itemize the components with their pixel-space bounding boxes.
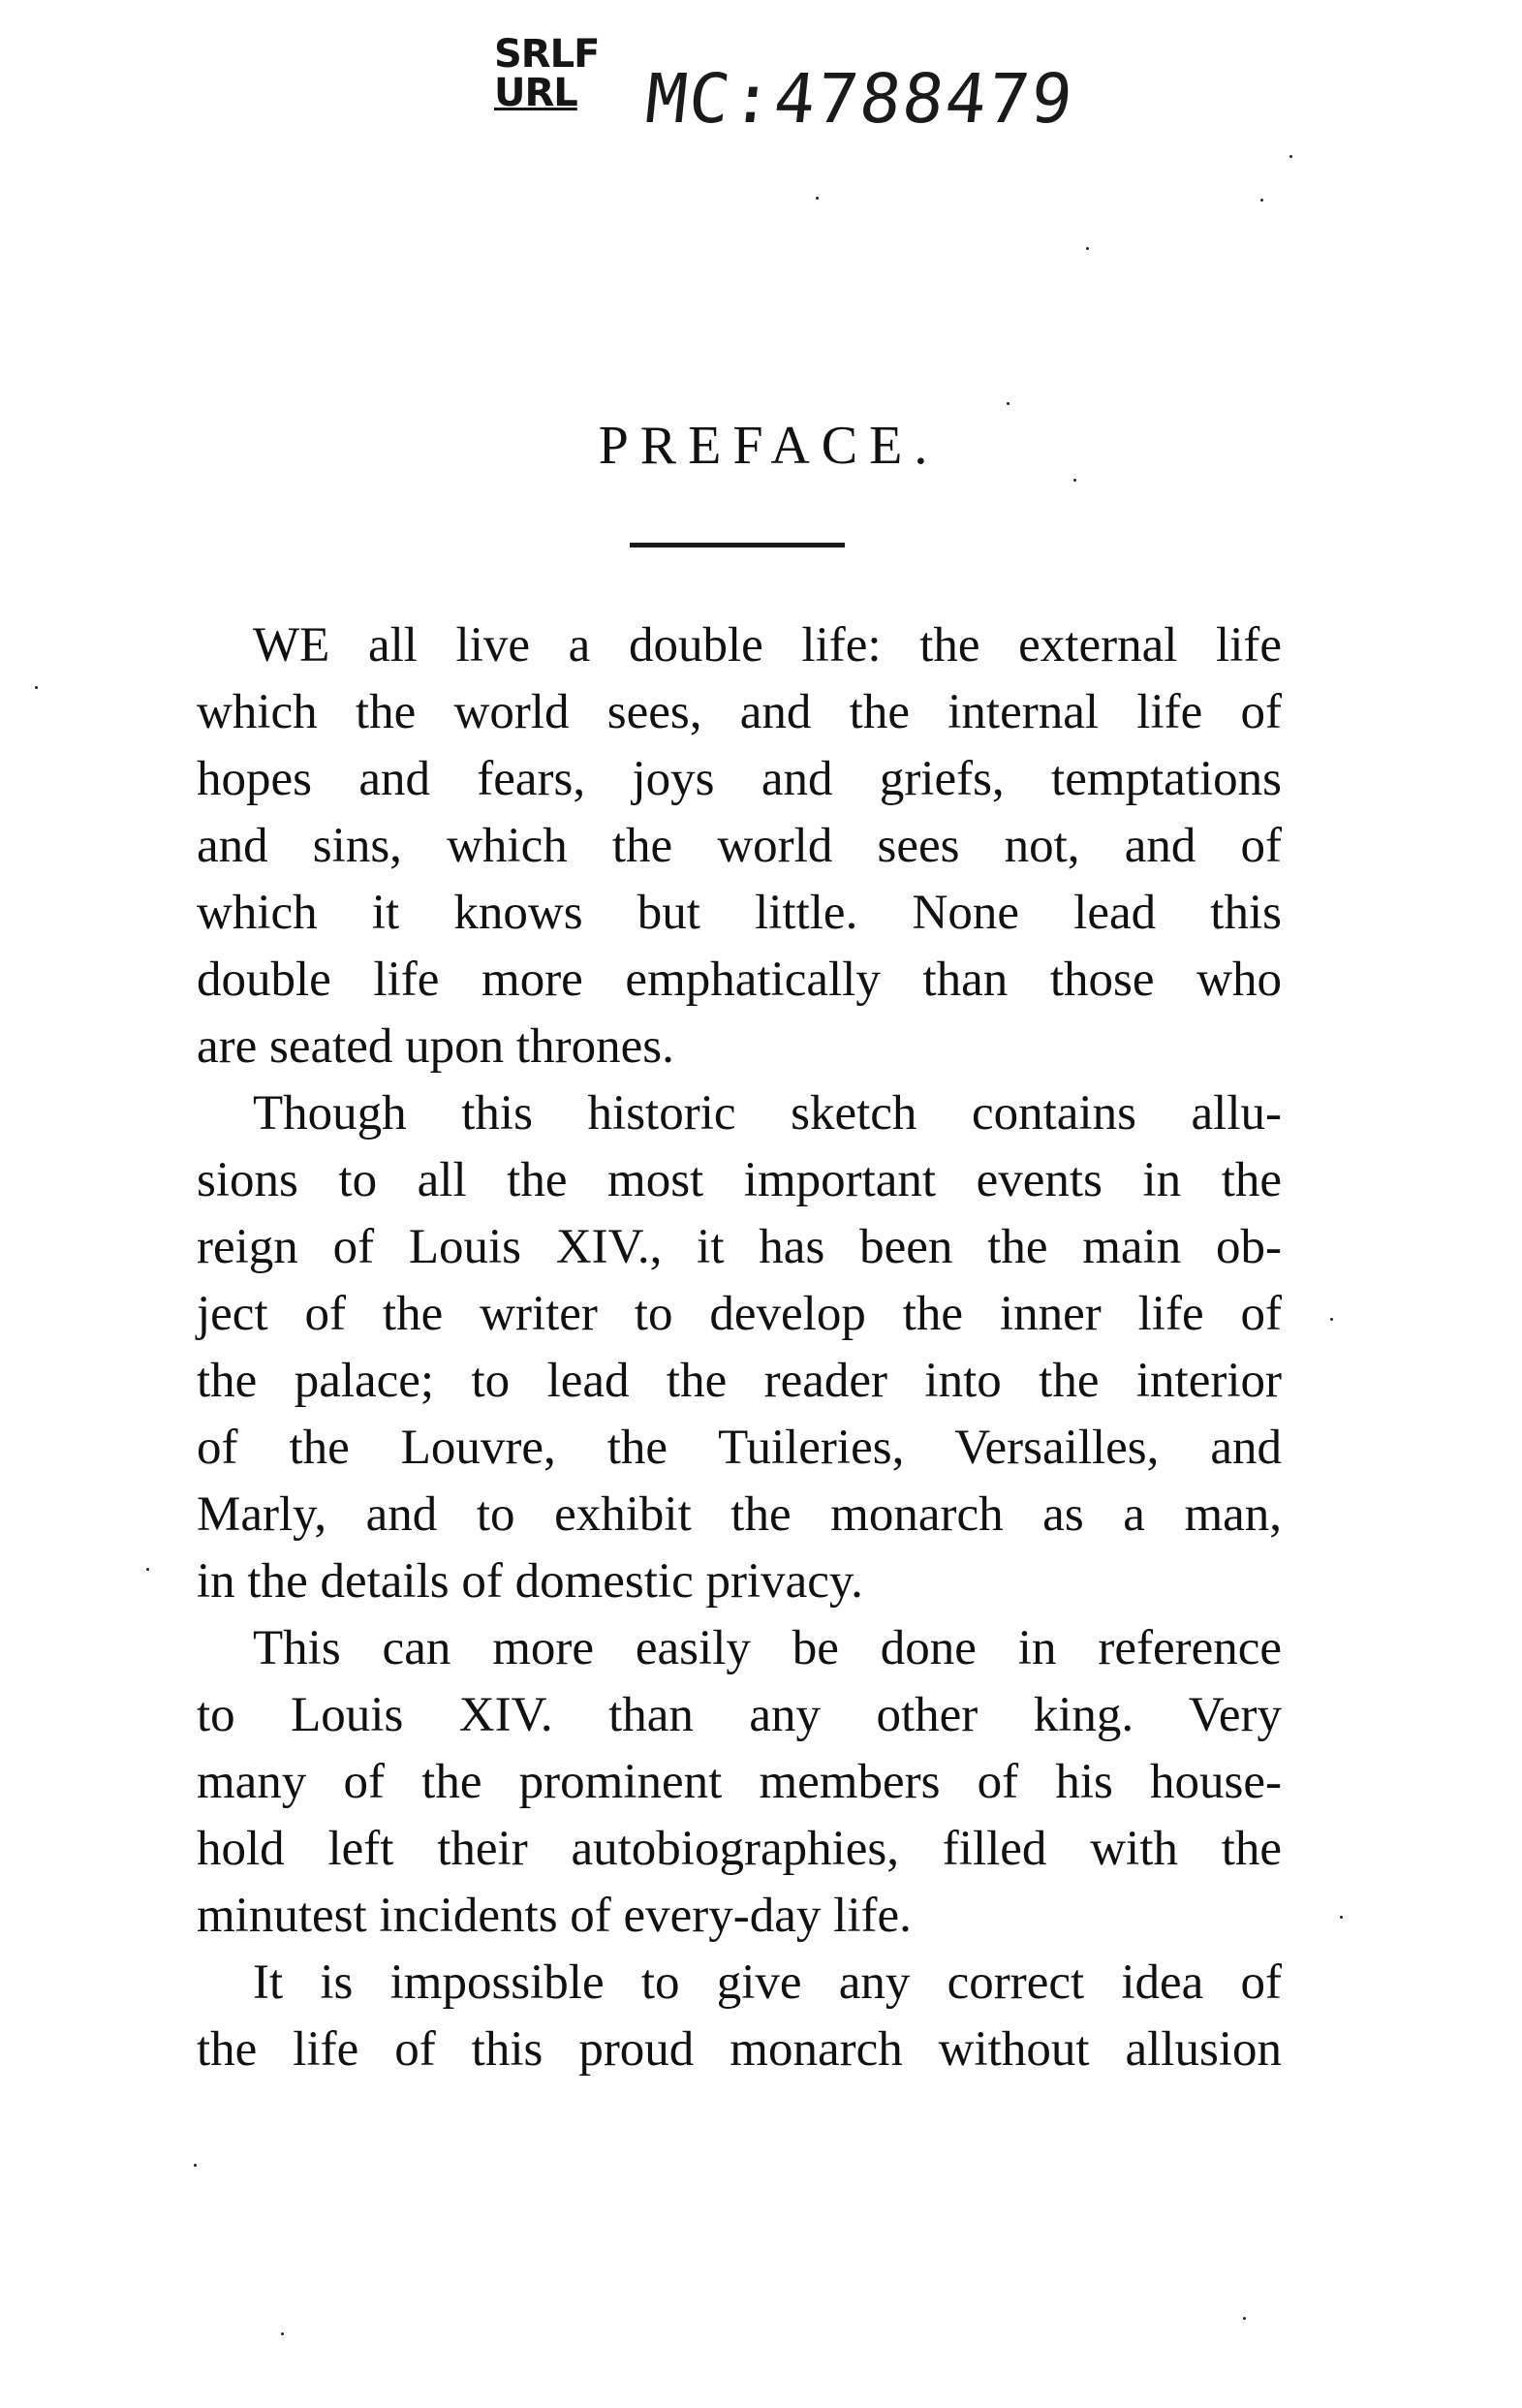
text-line: sions to all the most important events in the (197, 1153, 1282, 1207)
paper-speck (194, 2164, 197, 2167)
text-line: ject of the writer to develop the inner life of (197, 1287, 1282, 1341)
paper-speck (1073, 479, 1076, 482)
paper-speck (1086, 247, 1089, 250)
paper-speck (1289, 155, 1292, 158)
library-stamp (494, 32, 600, 115)
text-line: Though this historic sketch contains allu- (253, 1086, 1282, 1141)
text-line: It is impossible to give any correct idea of (253, 1955, 1282, 2010)
text-line: WE all live a double life: the external life (253, 618, 1282, 672)
text-line: the life of this proud monarch without allusion (197, 2022, 1282, 2077)
paper-speck (1260, 199, 1263, 202)
page-title: PREFACE. (598, 416, 940, 476)
paragraph (197, 612, 1282, 1080)
paragraph (197, 1950, 1282, 2083)
text-line: are seated upon thrones. (197, 1019, 674, 1074)
text-line: to Louis XIV. than any other king. Very (197, 1688, 1282, 1742)
library-code-line-2: URL (494, 71, 577, 115)
paper-speck (281, 2332, 284, 2335)
text-line: hold left their autobiographies, filled with the (197, 1822, 1282, 1876)
text-line: the palace; to lead the reader into the interior (197, 1354, 1282, 1408)
paper-speck (146, 1568, 149, 1571)
paper-speck (816, 197, 819, 200)
text-line: This can more easily be done in reference (253, 1621, 1282, 1675)
text-line: and sins, which the world sees not, and of (197, 819, 1282, 873)
text-line: many of the prominent members of his house- (197, 1755, 1282, 1809)
title-underline-rule (630, 543, 845, 547)
paragraph (197, 1615, 1282, 1950)
paper-speck (1243, 2317, 1246, 2320)
text-line: of the Louvre, the Tuileries, Versailles, and (197, 1421, 1282, 1475)
text-line: which it knows but little. None lead this (197, 886, 1282, 940)
text-line: minutest incidents of every-day life. (197, 1889, 912, 1943)
text-line: double life more emphatically than those who (197, 953, 1282, 1007)
paragraph (197, 1080, 1282, 1615)
text-line: in the details of domestic privacy. (197, 1554, 863, 1609)
text-line: which the world sees, and the internal life of (197, 685, 1282, 739)
preface-body (197, 612, 1282, 2083)
library-code-line-1: SRLF (494, 32, 600, 77)
text-line: Marly, and to exhibit the monarch as a man, (197, 1487, 1282, 1542)
handwritten-catalog-number: MC:4788479 (641, 59, 1078, 139)
paper-speck (35, 686, 38, 689)
text-line: reign of Louis XIV., it has been the main ob- (197, 1220, 1282, 1274)
text-line: hopes and fears, joys and griefs, temptations (197, 752, 1282, 806)
paper-speck (1340, 1916, 1343, 1919)
paper-speck (1007, 402, 1009, 405)
paper-speck (1330, 1318, 1333, 1321)
